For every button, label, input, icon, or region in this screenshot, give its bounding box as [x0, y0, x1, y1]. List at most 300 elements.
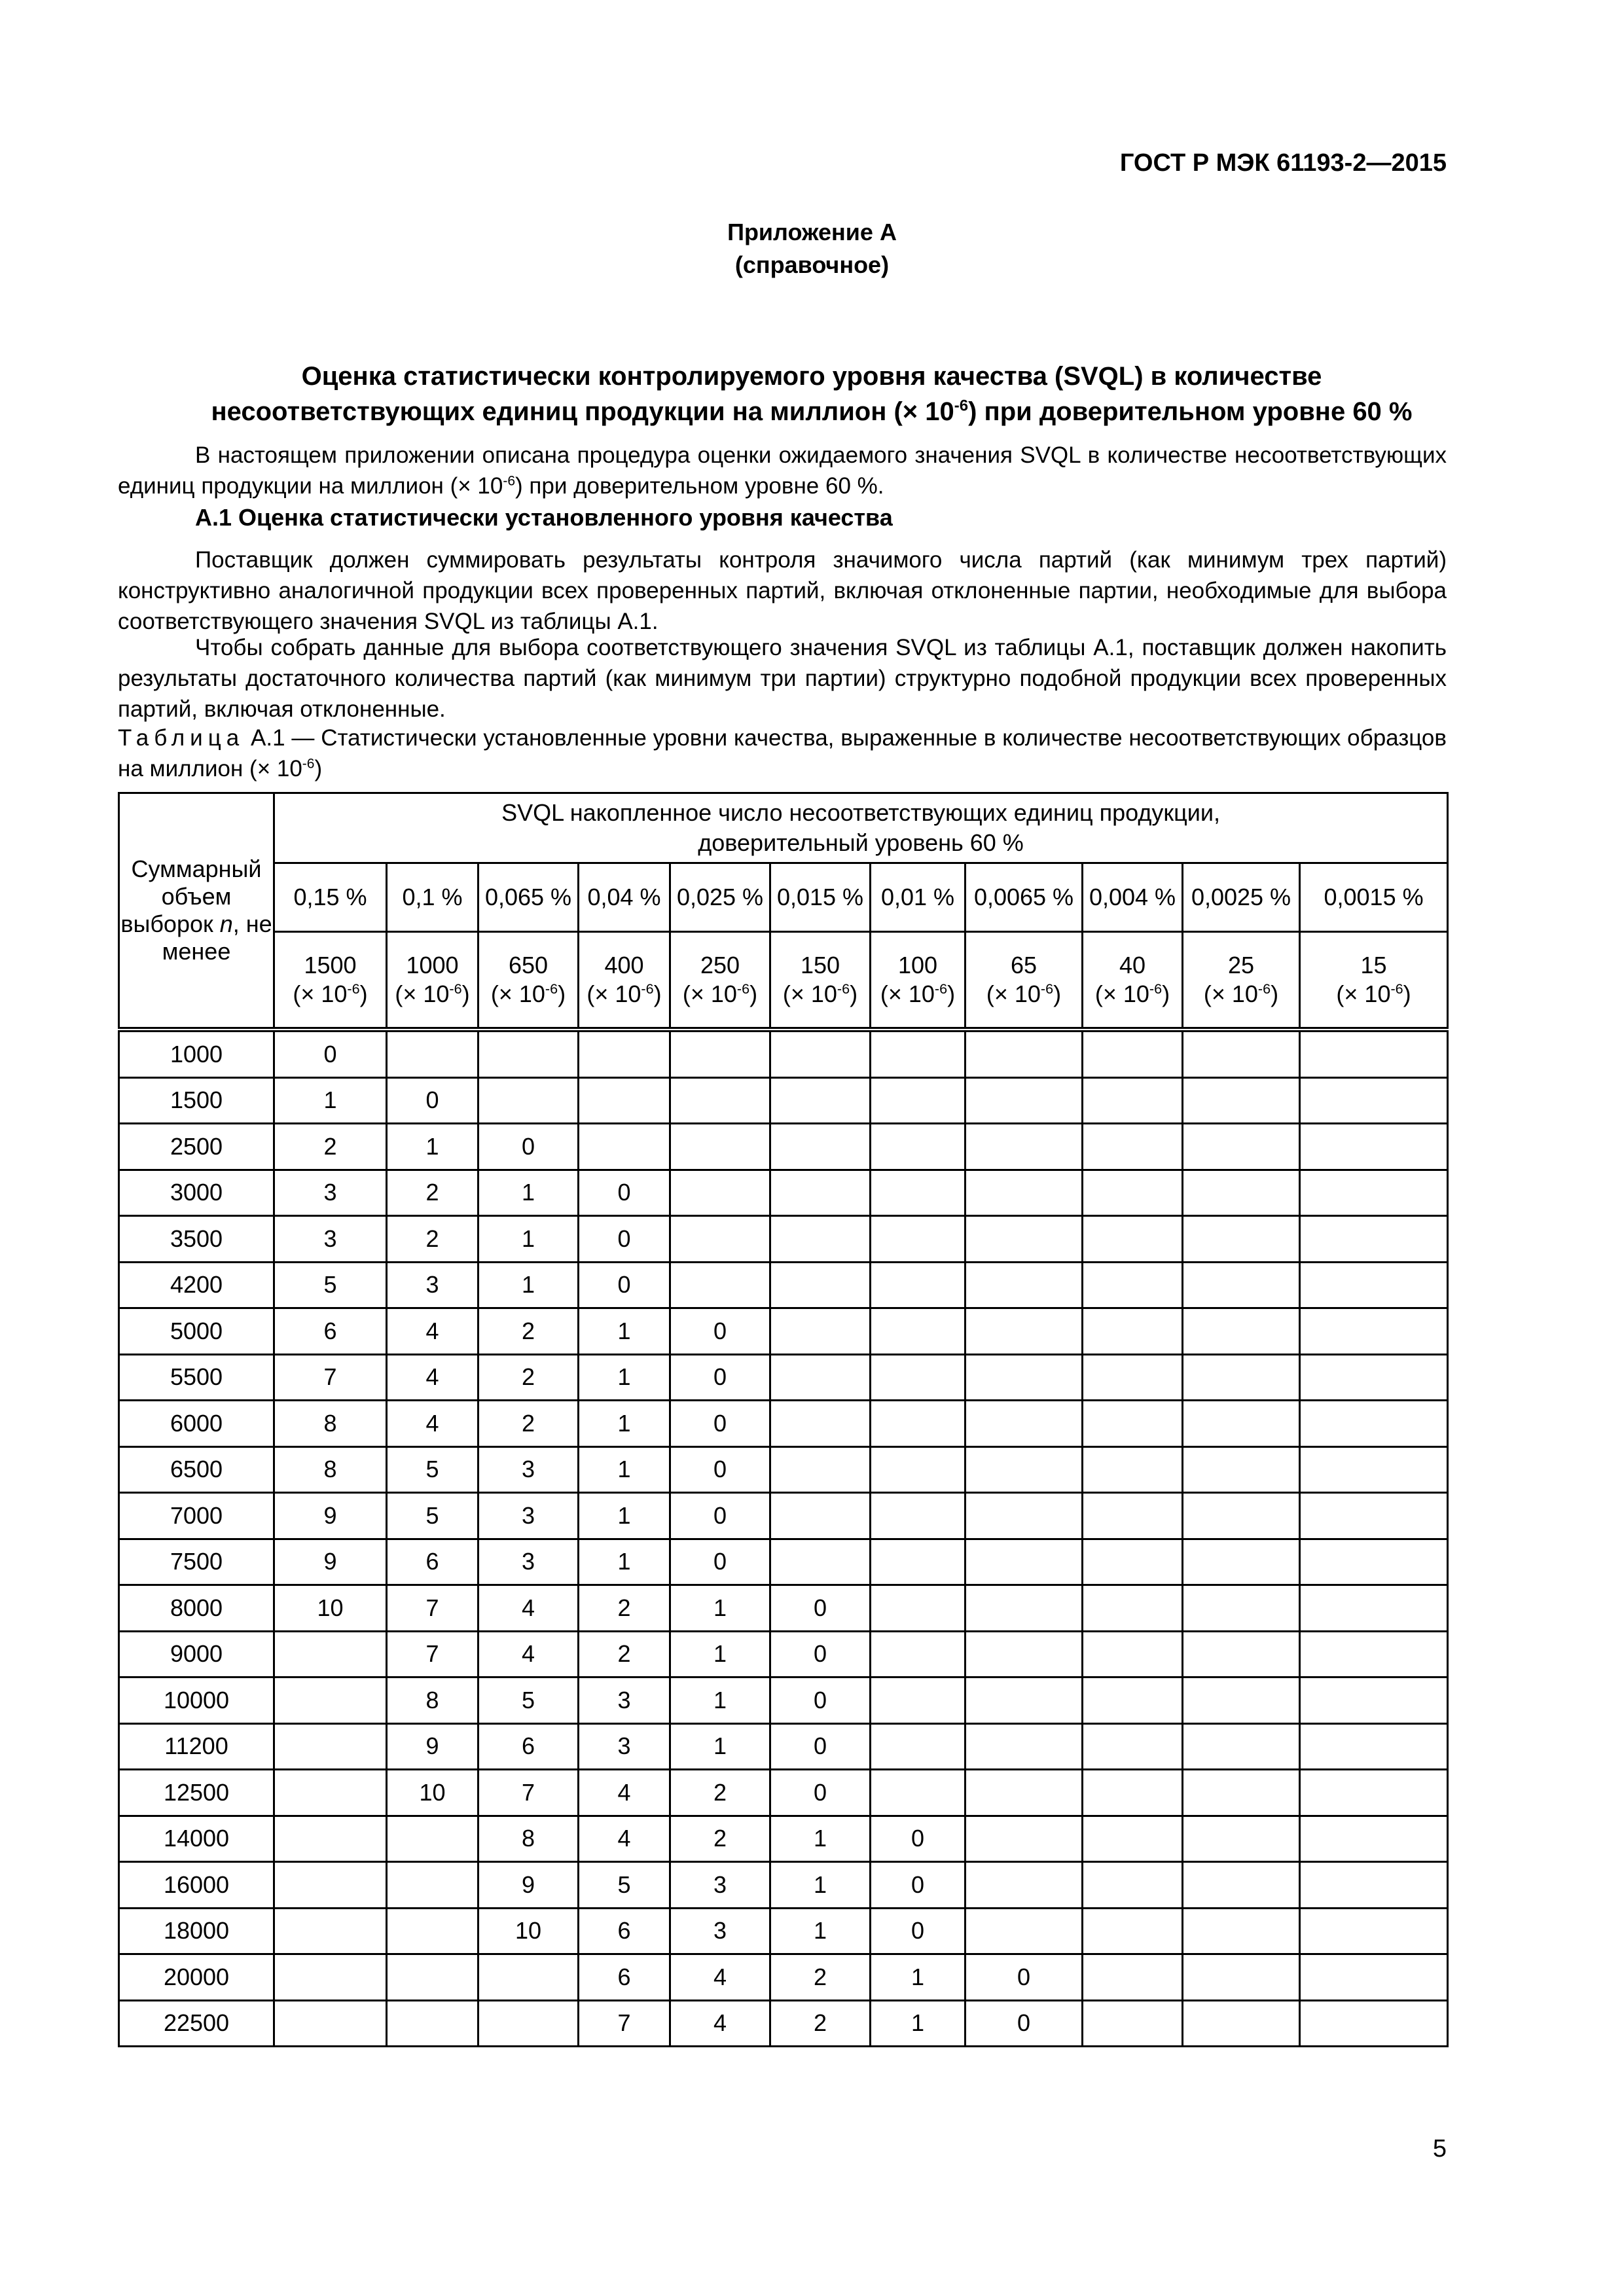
table-cell: [1183, 1308, 1300, 1355]
table-row: [119, 2000, 1448, 2047]
table-cell: [965, 1908, 1083, 1954]
table-cell: [1300, 1308, 1448, 1355]
table-cell: 1: [478, 1170, 579, 1216]
table-cell: [871, 1170, 965, 1216]
ppm-value: 250: [700, 952, 740, 978]
table-row: [119, 1677, 1448, 1724]
ppm-unit: [479, 980, 577, 1009]
table-cell: [579, 1030, 670, 1077]
table-cell: 7: [478, 1770, 579, 1816]
table-cell: [670, 1077, 770, 1124]
table-cell: [770, 1446, 871, 1493]
ppm-unit: [1083, 980, 1182, 1009]
table-cell: [965, 1124, 1083, 1170]
table-cell: 0: [965, 1954, 1083, 2001]
table-cell: 1: [274, 1077, 387, 1124]
table-row: [119, 1030, 1448, 1077]
table-cell: [965, 1770, 1083, 1816]
table-cell: [871, 1539, 965, 1585]
table-cell: 1: [478, 1262, 579, 1308]
table-cell: [1300, 1954, 1448, 2001]
table-row: [119, 1077, 1448, 1124]
table-cell: [579, 1077, 670, 1124]
table-cell: [1300, 1585, 1448, 1632]
intro-exponent: -6: [503, 473, 516, 489]
ppm-unit-exponent: -6: [347, 980, 360, 997]
table-cell: 2: [579, 1585, 670, 1632]
table-cell: 1: [387, 1124, 478, 1170]
table-cell: 6: [579, 1954, 670, 2001]
table-cell: 6: [387, 1539, 478, 1585]
table-cell: 0: [478, 1124, 579, 1170]
table-cell: 1: [478, 1216, 579, 1263]
percent-header-1: 0,1 %: [387, 863, 478, 932]
ppm-unit-end: ): [653, 980, 662, 1007]
table-cell: [670, 1216, 770, 1263]
table-row: [119, 1262, 1448, 1308]
table-cell: 3: [387, 1262, 478, 1308]
sample-size-cell: 4200: [119, 1262, 274, 1308]
table-cell: [1183, 2000, 1300, 2047]
table-caption-exponent: -6: [302, 756, 315, 772]
table-cell: 2: [770, 1954, 871, 2001]
table-cell: [871, 1677, 965, 1724]
ppm-unit-start: (× 10: [395, 980, 450, 1007]
table-cell: [1300, 1030, 1448, 1077]
title-line-2-end: ) при доверительном уровне 60 %: [968, 397, 1413, 426]
ppm-unit-end: ): [558, 980, 566, 1007]
sample-size-cell: 12500: [119, 1770, 274, 1816]
ppm-unit-exponent: -6: [1257, 980, 1271, 997]
table-cell: [274, 1908, 387, 1954]
table-cell: [1083, 1631, 1183, 1677]
table-cell: [770, 1030, 871, 1077]
table-cell: 3: [274, 1216, 387, 1263]
table-cell: [871, 1216, 965, 1263]
table-cell: 3: [478, 1539, 579, 1585]
table-cell: [1083, 2000, 1183, 2047]
table-cell: [1183, 1401, 1300, 1447]
table-cell: [770, 1401, 871, 1447]
table-cell: 6: [579, 1908, 670, 1954]
ppm-unit-exponent: -6: [1040, 980, 1054, 997]
table-cell: 4: [579, 1770, 670, 1816]
table-cell: [274, 1816, 387, 1862]
table-cell: 0: [871, 1816, 965, 1862]
table-row: [119, 1446, 1448, 1493]
ppm-unit-start: (× 10: [293, 980, 348, 1007]
sample-size-cell: 8000: [119, 1585, 274, 1632]
table-cell: 0: [770, 1677, 871, 1724]
table-cell: [1083, 1446, 1183, 1493]
table-cell: [1083, 1585, 1183, 1632]
table-cell: 10: [478, 1908, 579, 1954]
table-cell: [770, 1077, 871, 1124]
table-cell: 2: [387, 1216, 478, 1263]
ppm-unit-exponent: -6: [736, 980, 750, 997]
table-cell: 6: [274, 1308, 387, 1355]
sample-size-cell: 7500: [119, 1539, 274, 1585]
table-cell: [770, 1124, 871, 1170]
table-cell: 1: [579, 1308, 670, 1355]
document-code: ГОСТ Р МЭК 61193-2—2015: [1119, 149, 1447, 177]
table-cell: 9: [274, 1539, 387, 1585]
table-cell: [1300, 1816, 1448, 1862]
table-cell: 3: [579, 1723, 670, 1770]
table-cell: [1083, 1954, 1183, 2001]
table-cell: 6: [478, 1723, 579, 1770]
ppm-unit-exponent: -6: [934, 980, 948, 997]
table-cell: 4: [478, 1585, 579, 1632]
table-row: [119, 1816, 1448, 1862]
ppm-unit: [1183, 980, 1299, 1009]
percent-header-2: 0,065 %: [478, 863, 579, 932]
table-cell: 5: [478, 1677, 579, 1724]
table-cell: 1: [871, 1954, 965, 2001]
table-cell: [965, 1585, 1083, 1632]
table-cell: [871, 1354, 965, 1401]
table-cell: [1183, 1539, 1300, 1585]
table-body: [119, 1030, 1448, 2047]
group-header-line-2: доверительный уровень 60 %: [698, 829, 1024, 856]
table-cell: 5: [387, 1446, 478, 1493]
table-cell: 0: [871, 1908, 965, 1954]
table-cell: 7: [579, 2000, 670, 2047]
sample-size-cell: 18000: [119, 1908, 274, 1954]
ppm-unit-exponent: -6: [641, 980, 654, 997]
table-cell: 3: [274, 1170, 387, 1216]
table-cell: [1183, 1077, 1300, 1124]
table-cell: 2: [478, 1401, 579, 1447]
table-cell: 5: [387, 1493, 478, 1539]
table-cell: 8: [274, 1446, 387, 1493]
table-cell: [1300, 1631, 1448, 1677]
ppm-header-row: [119, 932, 1448, 1030]
table-cell: [1183, 1170, 1300, 1216]
table-cell: [1083, 1308, 1183, 1355]
ppm-unit-end: ): [1053, 980, 1062, 1007]
table-row: [119, 1585, 1448, 1632]
table-cell: 0: [670, 1401, 770, 1447]
table-cell: [1300, 1077, 1448, 1124]
table-cell: 7: [387, 1631, 478, 1677]
ppm-unit-exponent: -6: [449, 980, 462, 997]
sample-size-cell: 16000: [119, 1862, 274, 1909]
table-cell: [1183, 1216, 1300, 1263]
sample-size-cell: 1500: [119, 1077, 274, 1124]
table-cell: 0: [770, 1631, 871, 1677]
table-cell: 0: [871, 1862, 965, 1909]
sample-size-cell: 3000: [119, 1170, 274, 1216]
ppm-unit-start: (× 10: [682, 980, 737, 1007]
table-cell: 1: [770, 1908, 871, 1954]
intro-paragraph: [118, 440, 1447, 501]
ppm-unit: [1301, 980, 1447, 1009]
ppm-header-4: [670, 932, 770, 1030]
table-cell: 1: [579, 1446, 670, 1493]
ppm-unit-exponent: -6: [1149, 980, 1163, 997]
table-cell: [1183, 1723, 1300, 1770]
ppm-unit: [771, 980, 869, 1009]
table-cell: 2: [770, 2000, 871, 2047]
table-cell: [478, 1030, 579, 1077]
ppm-unit-end: ): [1403, 980, 1411, 1007]
table-cell: [965, 1539, 1083, 1585]
table-row: [119, 1216, 1448, 1263]
table-cell: 7: [274, 1354, 387, 1401]
table-cell: [1183, 1585, 1300, 1632]
table-cell: [1183, 1954, 1300, 2001]
table-cell: [965, 1308, 1083, 1355]
table-cell: [274, 2000, 387, 2047]
table-cell: 5: [579, 1862, 670, 1909]
table-cell: [770, 1170, 871, 1216]
table-cell: [871, 1585, 965, 1632]
table-cell: [1083, 1030, 1183, 1077]
ppm-unit-start: (× 10: [1336, 980, 1391, 1007]
ppm-value: 1500: [304, 952, 357, 978]
table-cell: [1300, 1354, 1448, 1401]
row-header-text: Суммарный объем выборок: [120, 855, 262, 937]
table-cell: [1183, 1677, 1300, 1724]
percent-header-row: [119, 863, 1448, 932]
table-cell: 3: [579, 1677, 670, 1724]
table-cell: [1083, 1493, 1183, 1539]
table-cell: [274, 1954, 387, 2001]
table-caption-label: Таблица: [118, 725, 245, 751]
ppm-unit: [388, 980, 477, 1009]
table-cell: [387, 1030, 478, 1077]
table-cell: 0: [965, 2000, 1083, 2047]
percent-header-0: 0,15 %: [274, 863, 387, 932]
table-cell: 1: [670, 1585, 770, 1632]
table-cell: 1: [670, 1631, 770, 1677]
table-cell: 4: [478, 1631, 579, 1677]
table-cell: 0: [670, 1354, 770, 1401]
ppm-header-10: [1300, 932, 1448, 1030]
table-cell: [274, 1677, 387, 1724]
row-header-suffix: , не менее: [162, 910, 272, 965]
sample-size-cell: 9000: [119, 1631, 274, 1677]
table-cell: 2: [670, 1816, 770, 1862]
table-cell: [871, 1030, 965, 1077]
table-cell: [1300, 1862, 1448, 1909]
table-cell: 1: [579, 1493, 670, 1539]
table-cell: [965, 1446, 1083, 1493]
table-cell: 10: [274, 1585, 387, 1632]
row-header-cell: [119, 793, 274, 1030]
ppm-unit: [966, 980, 1081, 1009]
table-cell: [1183, 1493, 1300, 1539]
table-cell: [1300, 1170, 1448, 1216]
table-cell: 1: [871, 2000, 965, 2047]
table-cell: [1083, 1677, 1183, 1724]
table-cell: 1: [579, 1354, 670, 1401]
ppm-unit-end: ): [461, 980, 470, 1007]
percent-header-5: 0,015 %: [770, 863, 871, 932]
ppm-unit-start: (× 10: [782, 980, 837, 1007]
table-cell: [965, 1723, 1083, 1770]
table-cell: [1083, 1354, 1183, 1401]
table-cell: [1183, 1631, 1300, 1677]
table-cell: [1083, 1862, 1183, 1909]
table-cell: 9: [274, 1493, 387, 1539]
ppm-header-3: [579, 932, 670, 1030]
ppm-unit-start: (× 10: [1203, 980, 1258, 1007]
ppm-unit-end: ): [850, 980, 858, 1007]
table-cell: [274, 1770, 387, 1816]
ppm-unit-start: (× 10: [490, 980, 545, 1007]
table-cell: [770, 1308, 871, 1355]
table-cell: [670, 1030, 770, 1077]
table-cell: [871, 1308, 965, 1355]
page-number: 5: [1432, 2135, 1447, 2162]
ppm-value: 65: [1010, 952, 1038, 978]
table-cell: [274, 1862, 387, 1909]
table-cell: 2: [478, 1354, 579, 1401]
ppm-header-7: [965, 932, 1083, 1030]
ppm-value: 15: [1360, 952, 1387, 978]
sample-size-cell: 2500: [119, 1124, 274, 1170]
appendix-heading: [0, 216, 1624, 281]
table-cell: [1300, 1446, 1448, 1493]
ppm-unit: [579, 980, 669, 1009]
table-cell: 3: [670, 1862, 770, 1909]
table-cell: [1300, 1493, 1448, 1539]
table-cell: 4: [670, 1954, 770, 2001]
table-cell: [1183, 1354, 1300, 1401]
table-cell: [1300, 1401, 1448, 1447]
table-cell: 2: [670, 1770, 770, 1816]
appendix-title: Приложение А: [727, 219, 897, 245]
ppm-unit-exponent: -6: [545, 980, 558, 997]
table-cell: 4: [387, 1401, 478, 1447]
table-cell: [770, 1539, 871, 1585]
table-cell: 2: [274, 1124, 387, 1170]
table-cell: 0: [579, 1262, 670, 1308]
table-row: [119, 1862, 1448, 1909]
table-cell: [1083, 1170, 1183, 1216]
table-cell: [670, 1262, 770, 1308]
table-cell: 2: [387, 1170, 478, 1216]
intro-text-start: В настоящем приложении описана процедура оценки ожидаемого значения SVQL в количестве несоответствующих единиц продукции на миллион (× 10: [118, 442, 1447, 499]
table-cell: [871, 1262, 965, 1308]
table-row: [119, 1908, 1448, 1954]
ppm-value: 650: [508, 952, 549, 978]
table-cell: [965, 1816, 1083, 1862]
sample-size-cell: 11200: [119, 1723, 274, 1770]
table-cell: 0: [274, 1030, 387, 1077]
table-cell: [965, 1030, 1083, 1077]
ppm-unit-end: ): [359, 980, 368, 1007]
sample-size-cell: 3500: [119, 1216, 274, 1263]
table-cell: 0: [770, 1723, 871, 1770]
table-cell: [965, 1077, 1083, 1124]
appendix-main-title: [105, 359, 1519, 429]
table-cell: 8: [478, 1816, 579, 1862]
ppm-unit-start: (× 10: [586, 980, 641, 1007]
table-cell: 0: [670, 1493, 770, 1539]
table-cell: [1183, 1816, 1300, 1862]
table-cell: [387, 1908, 478, 1954]
sample-size-cell: 6500: [119, 1446, 274, 1493]
table-row: [119, 1308, 1448, 1355]
ppm-unit: [871, 980, 964, 1009]
ppm-unit-end: ): [1162, 980, 1170, 1007]
table-cell: [387, 1862, 478, 1909]
table-cell: [478, 1077, 579, 1124]
table-cell: 1: [670, 1677, 770, 1724]
paragraph-supplier-summary: Поставщик должен суммировать результаты контроля значимого числа партий (как минимум трех партий) конструктивно аналогичной продукции всех проверенных партий, включая отклоненные партии, необходимые для выбора соответствующего значения SVQL из таблицы А.1.: [118, 547, 1447, 634]
section-heading: А.1 Оценка статистически установленного уровня качества: [195, 504, 893, 531]
ppm-value: 40: [1119, 952, 1146, 978]
group-header-line-1: SVQL накопленное число несоответствующих единиц продукции,: [501, 799, 1221, 826]
table-cell: [1083, 1124, 1183, 1170]
table-cell: [1183, 1446, 1300, 1493]
table-cell: 3: [670, 1908, 770, 1954]
table-cell: 0: [670, 1446, 770, 1493]
table-cell: [871, 1077, 965, 1124]
table-cell: [965, 1262, 1083, 1308]
table-cell: 0: [770, 1585, 871, 1632]
percent-header-6: 0,01 %: [871, 863, 965, 932]
table-cell: 0: [770, 1770, 871, 1816]
table-cell: 1: [770, 1816, 871, 1862]
table-cell: [965, 1216, 1083, 1263]
table-row: [119, 1954, 1448, 2001]
ppm-header-8: [1083, 932, 1183, 1030]
ppm-value: 1000: [406, 952, 459, 978]
table-cell: 4: [579, 1816, 670, 1862]
title-line-2-start: несоответствующих единиц продукции на миллион (× 10: [211, 397, 954, 426]
table-cell: 0: [387, 1077, 478, 1124]
title-line-1: Оценка статистически контролируемого уровня качества (SVQL) в количестве: [301, 362, 1322, 391]
percent-header-8: 0,004 %: [1083, 863, 1183, 932]
table-row: [119, 1770, 1448, 1816]
title-exponent: -6: [954, 397, 969, 415]
paragraph-data-collection: Чтобы собрать данные для выбора соответствующего значения SVQL из таблицы А.1, поставщик должен накопить результаты достаточного количества партий (как минимум три партии) структурно подобной продукции всех проверенных партий, включая отклоненные.: [118, 635, 1447, 722]
sample-size-cell: 1000: [119, 1030, 274, 1077]
percent-header-4: 0,025 %: [670, 863, 770, 932]
table-row: [119, 1401, 1448, 1447]
table-cell: [871, 1124, 965, 1170]
table-cell: [670, 1170, 770, 1216]
ppm-unit: [275, 980, 386, 1009]
table-cell: 1: [770, 1862, 871, 1909]
table-caption: [118, 723, 1447, 784]
sample-size-cell: 6000: [119, 1401, 274, 1447]
appendix-type: (справочное): [734, 251, 890, 278]
table-caption-text: А.1 — Статистически установленные уровни качества, выраженные в количестве несоответствующих образцов на миллион (× 10: [118, 725, 1447, 781]
row-header-variable: n: [219, 910, 233, 937]
ppm-header-6: [871, 932, 965, 1030]
table-cell: [387, 1954, 478, 2001]
table-cell: [871, 1631, 965, 1677]
table-cell: [1083, 1262, 1183, 1308]
table-cell: [1083, 1216, 1183, 1263]
table-cell: [1083, 1401, 1183, 1447]
ppm-unit-start: (× 10: [880, 980, 935, 1007]
percent-header-3: 0,04 %: [579, 863, 670, 932]
table-row: [119, 1170, 1448, 1216]
table-cell: [871, 1723, 965, 1770]
table-cell: 8: [274, 1401, 387, 1447]
table-cell: [1083, 1077, 1183, 1124]
table-cell: [1300, 1124, 1448, 1170]
table-cell: 4: [387, 1354, 478, 1401]
ppm-value: 400: [604, 952, 644, 978]
table-cell: [965, 1631, 1083, 1677]
